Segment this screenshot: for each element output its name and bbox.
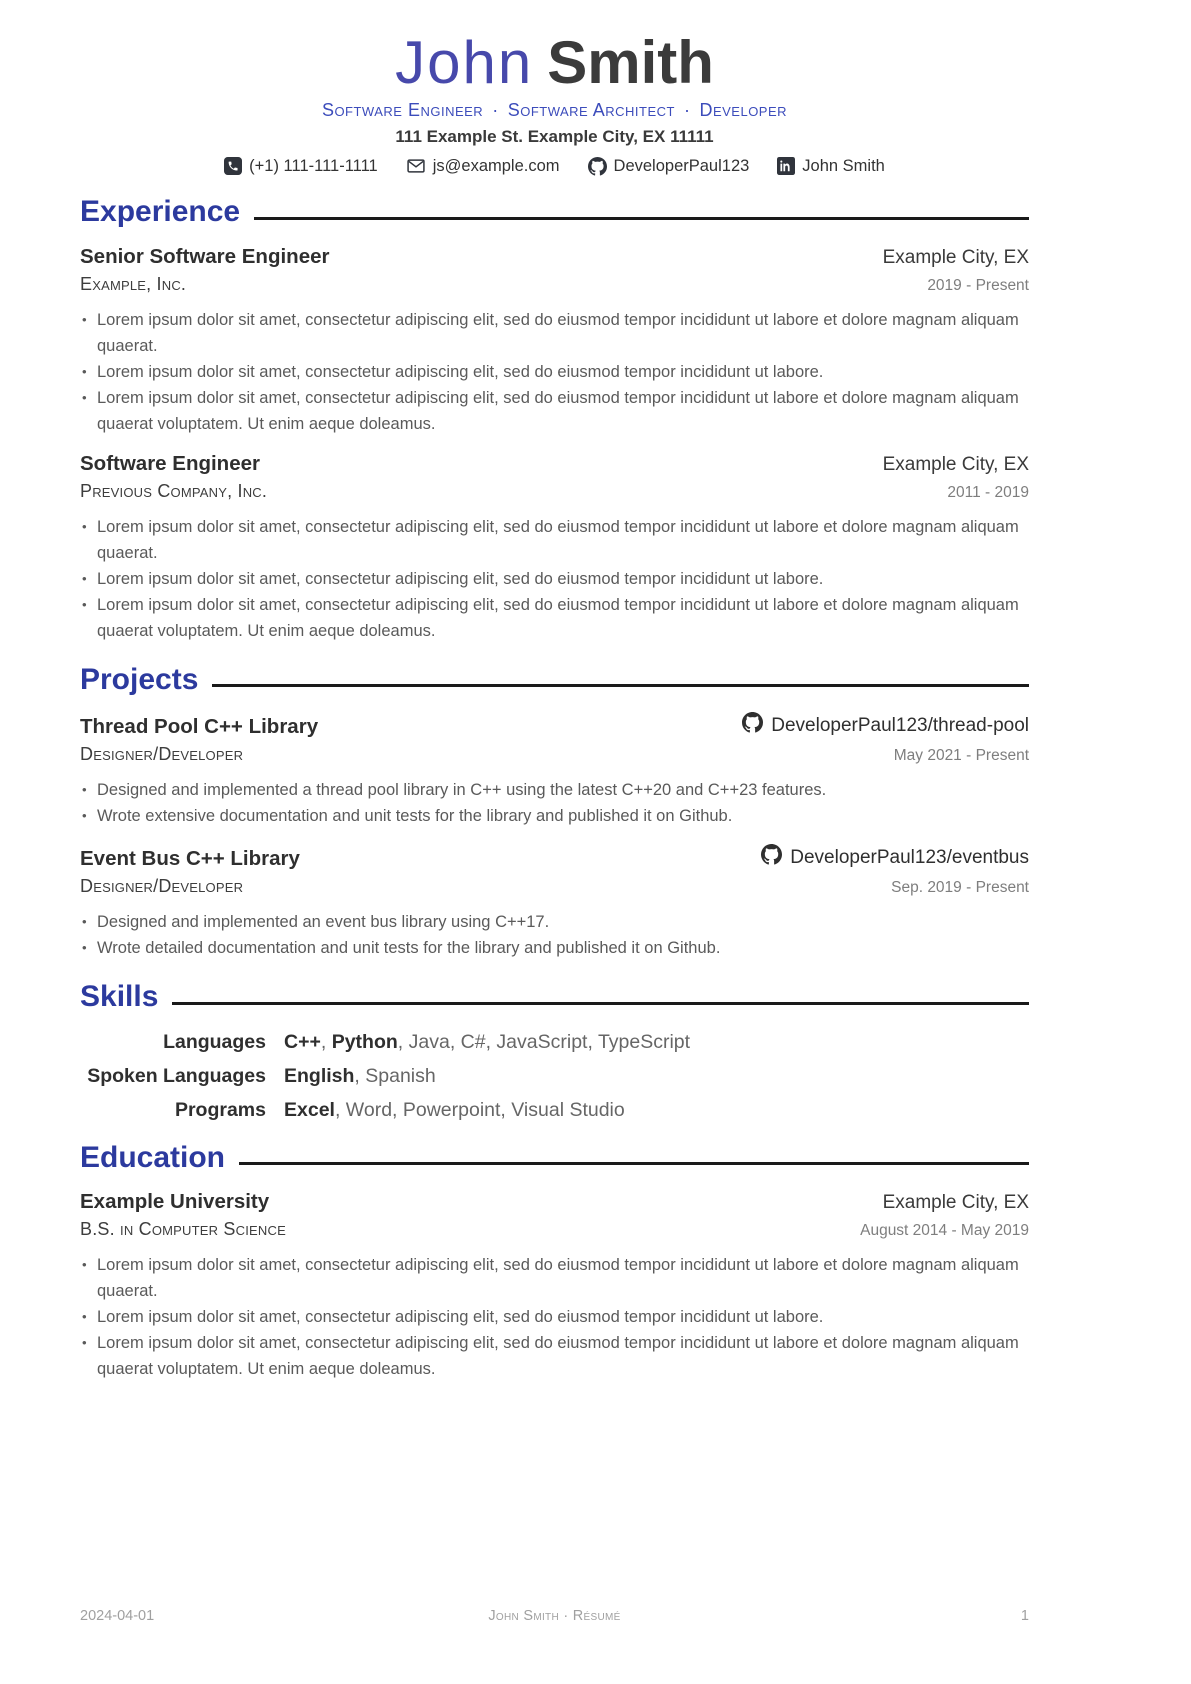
github-icon bbox=[742, 712, 763, 739]
degree-name: B.S. in Computer Science bbox=[80, 1219, 286, 1239]
job-location: Example City, EX bbox=[882, 453, 1029, 475]
section-header bbox=[80, 980, 1029, 1015]
project-dates: May 2021 - Present bbox=[893, 747, 1029, 764]
bullet-item: • Wrote extensive documentation and unit tests for the library and published it on Github. bbox=[80, 803, 1029, 829]
github-icon bbox=[588, 157, 607, 176]
bullet-list bbox=[80, 514, 1029, 644]
education-entry bbox=[80, 1190, 1029, 1382]
bullet-item: • Lorem ipsum dolor sit amet, consectetur adipiscing elit, sed do eiusmod tempor incididunt ut labore. bbox=[80, 566, 1029, 592]
role-separator: · bbox=[683, 100, 691, 120]
repo-name: DeveloperPaul123/eventbus bbox=[790, 846, 1029, 868]
job-title: Senior Software Engineer bbox=[80, 244, 330, 268]
skill-label: Spoken Languages bbox=[87, 1064, 266, 1087]
bullet-item: • Lorem ipsum dolor sit amet, consectetur adipiscing elit, sed do eiusmod tempor incididunt ut labore et dolore magnam aliquam quaerat. bbox=[80, 307, 1029, 359]
skill-item: , Spanish bbox=[354, 1064, 436, 1087]
contact-row bbox=[80, 156, 1029, 176]
company-name: Previous Company, Inc. bbox=[80, 480, 268, 501]
bullet-item: • Lorem ipsum dolor sit amet, consectetur adipiscing elit, sed do eiusmod tempor incididunt ut labore. bbox=[80, 359, 1029, 385]
skill-label: Languages bbox=[163, 1030, 266, 1053]
skill-item: Python bbox=[331, 1030, 398, 1053]
job-location: Example City, EX bbox=[882, 246, 1029, 268]
phone-number: (+1) 111-111-1111 bbox=[249, 156, 378, 175]
role-1: Software Engineer bbox=[321, 100, 484, 120]
footer-title: John Smith · Résumé bbox=[488, 1608, 621, 1624]
project-title: Thread Pool C++ Library bbox=[80, 715, 319, 738]
bullet-item: • Lorem ipsum dolor sit amet, consectetur adipiscing elit, sed do eiusmod tempor incididunt ut labore et dolore magnam aliquam quaerat. bbox=[80, 1252, 1029, 1304]
project-entry bbox=[80, 844, 1029, 961]
project-dates: Sep. 2019 - Present bbox=[891, 879, 1029, 896]
skill-item: C++ bbox=[284, 1030, 321, 1053]
last-name: Smith bbox=[547, 29, 714, 96]
first-name: John bbox=[395, 29, 534, 96]
bullet-list bbox=[80, 1252, 1029, 1382]
section-header bbox=[80, 195, 1029, 230]
section-experience bbox=[80, 195, 1029, 644]
role-2: Software Architect bbox=[507, 100, 675, 120]
repo-name: DeveloperPaul123/thread-pool bbox=[771, 714, 1029, 736]
envelope-icon bbox=[406, 156, 426, 176]
section-title: Experience bbox=[80, 195, 241, 228]
bullet-item: • Designed and implemented an event bus library using C++17. bbox=[80, 909, 1029, 935]
phone-icon bbox=[224, 157, 242, 175]
job-title: Software Engineer bbox=[80, 451, 260, 475]
bullet-list bbox=[80, 909, 1029, 961]
job-dates: 2011 - 2019 bbox=[947, 483, 1029, 501]
skill-value bbox=[284, 1065, 1029, 1088]
section-rule bbox=[239, 1162, 1029, 1165]
bullet-list bbox=[80, 307, 1029, 437]
github-username: DeveloperPaul123 bbox=[613, 156, 750, 175]
role-separator: · bbox=[492, 100, 499, 120]
project-entry bbox=[80, 712, 1029, 829]
bullet-item: • Designed and implemented a thread pool library in C++ using the latest C++20 and C++23 features. bbox=[80, 777, 1029, 803]
project-role: Designer/Developer bbox=[80, 876, 244, 896]
section-header bbox=[80, 663, 1029, 698]
linkedin-contact[interactable] bbox=[777, 157, 885, 176]
skill-label: Programs bbox=[174, 1098, 266, 1121]
section-title: Projects bbox=[80, 662, 199, 696]
company-name: Example, Inc. bbox=[80, 273, 187, 294]
email-address: js@example.com bbox=[432, 156, 560, 175]
bullet-item: • Wrote detailed documentation and unit tests for the library and published it on Github. bbox=[80, 935, 1029, 961]
email-contact[interactable] bbox=[406, 156, 560, 176]
school-location: Example City, EX bbox=[882, 1192, 1029, 1213]
section-skills bbox=[80, 980, 1029, 1122]
skill-item: , Word, Powerpoint, Visual Studio bbox=[334, 1098, 625, 1121]
footer-page-number: 1 bbox=[1020, 1608, 1029, 1624]
section-projects bbox=[80, 663, 1029, 962]
github-contact[interactable] bbox=[588, 157, 750, 176]
project-role: Designer/Developer bbox=[80, 744, 244, 764]
job-dates: 2019 - Present bbox=[927, 276, 1029, 294]
section-title: Education bbox=[80, 1140, 226, 1174]
github-icon bbox=[761, 844, 782, 871]
bullet-item: • Lorem ipsum dolor sit amet, consectetur adipiscing elit, sed do eiusmod tempor incididunt ut labore et dolore magnam aliquam quaerat voluptatem. Ut enim aeque doleamus. bbox=[80, 385, 1029, 437]
role-3: Developer bbox=[699, 100, 788, 120]
bullet-item: • Lorem ipsum dolor sit amet, consectetur adipiscing elit, sed do eiusmod tempor incididunt ut labore et dolore magnam aliquam quaerat voluptatem. Ut enim aeque doleamus. bbox=[80, 1330, 1029, 1382]
bullet-list bbox=[80, 777, 1029, 829]
section-rule bbox=[254, 217, 1029, 220]
bullet-item: • Lorem ipsum dolor sit amet, consectetur adipiscing elit, sed do eiusmod tempor incididunt ut labore et dolore magnam aliquam quaerat voluptatem. Ut enim aeque doleamus. bbox=[80, 592, 1029, 644]
skill-item: , bbox=[320, 1030, 332, 1053]
project-repo-link[interactable] bbox=[742, 712, 1029, 739]
linkedin-icon bbox=[777, 157, 795, 175]
bullet-item: • Lorem ipsum dolor sit amet, consectetur adipiscing elit, sed do eiusmod tempor incididunt ut labore. bbox=[80, 1304, 1029, 1330]
resume-page bbox=[80, 0, 1029, 1382]
skill-value bbox=[284, 1099, 1029, 1122]
project-title: Event Bus C++ Library bbox=[80, 847, 300, 870]
role-tagline bbox=[80, 100, 1029, 121]
full-name bbox=[80, 30, 1029, 96]
school-name: Example University bbox=[80, 1190, 270, 1213]
experience-entry bbox=[80, 245, 1029, 437]
bullet-item: • Lorem ipsum dolor sit amet, consectetur adipiscing elit, sed do eiusmod tempor incididunt ut labore et dolore magnam aliquam quaerat. bbox=[80, 514, 1029, 566]
linkedin-name: John Smith bbox=[802, 156, 885, 175]
experience-entry bbox=[80, 452, 1029, 644]
project-repo-link[interactable] bbox=[761, 844, 1029, 871]
skill-item: , Java, C#, JavaScript, TypeScript bbox=[397, 1030, 691, 1053]
footer-date: 2024-04-01 bbox=[80, 1608, 155, 1624]
skill-item: English bbox=[284, 1064, 355, 1087]
section-title: Skills bbox=[80, 980, 159, 1013]
header bbox=[80, 0, 1029, 176]
section-education bbox=[80, 1141, 1029, 1383]
education-dates: August 2014 - May 2019 bbox=[860, 1222, 1029, 1239]
address-line: 111 Example St. Example City, EX 11111 bbox=[395, 127, 714, 146]
section-rule bbox=[212, 684, 1029, 687]
phone-contact[interactable] bbox=[224, 157, 378, 176]
section-header bbox=[80, 1141, 1029, 1176]
skill-value bbox=[284, 1031, 1029, 1054]
skill-item: Excel bbox=[284, 1098, 335, 1121]
section-rule bbox=[172, 1002, 1029, 1005]
skills-table bbox=[80, 1031, 1029, 1122]
